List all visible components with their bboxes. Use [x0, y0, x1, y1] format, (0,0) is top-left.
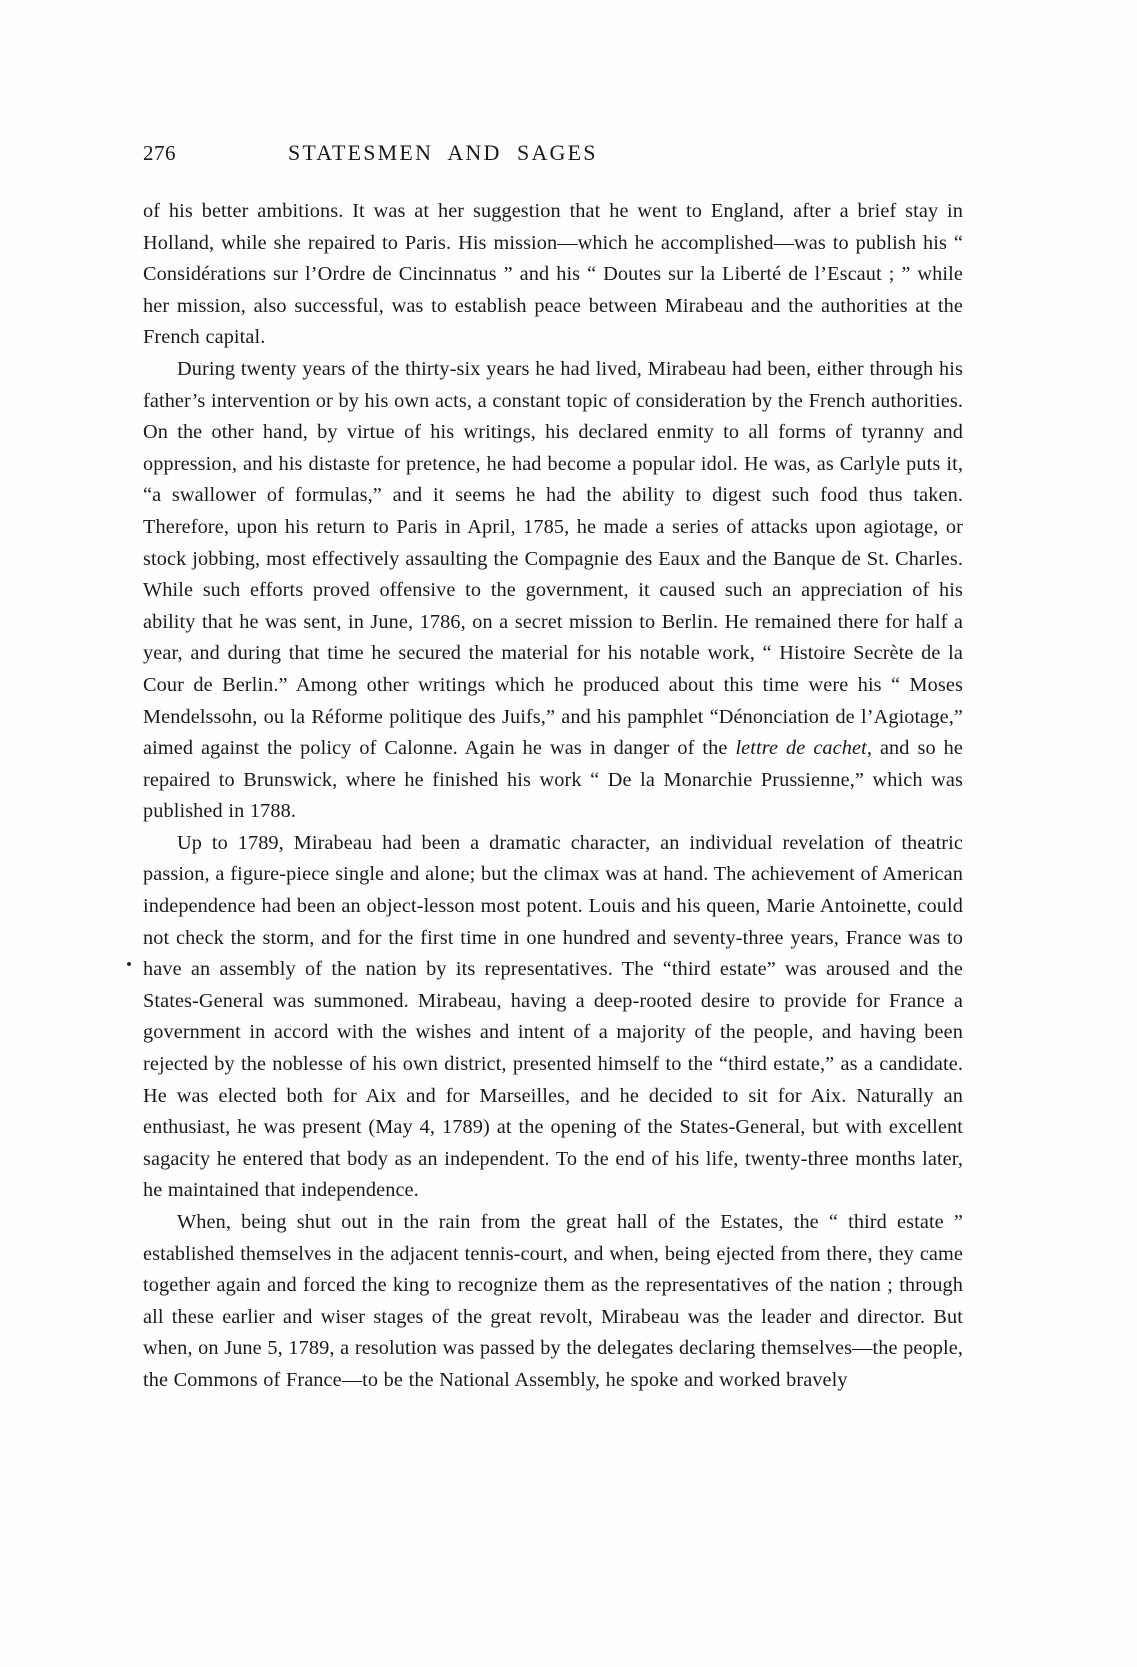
- paragraph-1: of his better ambitions. It was at her suggestion that he went to England, after a brief stay in Holland, while she repaired to Paris. His mission—which he accomplished—was to publish his “ Considérations sur l’Ordre de Cincinnatus ” and his “ Doutes sur la Liberté de l’Escaut ; ” while her mission, also successful, was to establish peace between Mirabeau and the authorities at the French capital.: [143, 200, 963, 349]
- running-head: [143, 140, 963, 174]
- paragraph-3: Up to 1789, Mirabeau had been a dramatic character, an individual revelation of theatric passion, a figure-piece single and alone; but the climax was at hand. The achievement of American independence had been an object-lesson most potent. Louis and his queen, Marie Antoinette, could not check the storm, and for the first time in one hundred and seventy-three years, France was to have an assembly of the nation by its representatives. The “third estate” was aroused and the States-General was summoned. Mirabeau, having a deep-rooted desire to provide for France a government in accord with the wishes and intent of a majority of the people, and having been rejected by the noblesse of his own district, presented himself to the “third estate,” as a candidate. He was elected both for Aix and for Marseilles, and he decided to sit for Aix. Naturally an enthusiast, he was present (May 4, 1789) at the opening of the States-General, but with excellent sagacity he entered that body as an independent. To the end of his life, twenty-three months later, he maintained that independence.: [143, 831, 963, 1202]
- paragraph-4: When, being shut out in the rain from the great hall of the Estates, the “ third estate ” established themselves in the adjacent tennis-court, and when, being ejected from there, they came together again and forced the king to recognize them as the representatives of the nation ; through all these earlier and wiser stages of the great revolt, Mirabeau was the leader and director. But when, on June 5, 1789, a resolution was passed by the delegates declaring themselves—the people, the Commons of France—to be the National Assembly, he spoke and worked bravely: [143, 1211, 963, 1391]
- running-head-title: STATESMEN AND SAGES: [288, 140, 598, 165]
- page-content: [143, 140, 963, 1397]
- margin-mark: [127, 962, 131, 966]
- paragraph-2: During twenty years of the thirty-six years he had lived, Mirabeau had been, either through his father’s intervention or by his own acts, a constant topic of consideration by the French authorities. On the other hand, by virtue of his writings, his declared enmity to all forms of tyranny and oppression, and his distaste for pretence, he had become a popular idol. He was, as Carlyle puts it, “a swallower of formulas,” and it seems he had the ability to digest such food thus taken. Therefore, upon his return to Paris in April, 1785, he made a series of attacks upon agiotage, or stock jobbing, most effectively assaulting the Compagnie des Eaux and the Banque de St. Charles. While such efforts proved offensive to the government, it caused such an appreciation of his ability that he was sent, in June, 1786, on a secret mission to Berlin. He remained there for half a year, and during that time he secured the material for his notable work, “ Histoire Secrète de la Cour de Berlin.” Among other writings which he produced about this time were his “ Moses Mendelssohn, ou la Réforme politique des Juifs,” and his pamphlet “Dénonciation de l’Agiotage,” aimed against the policy of Calonne. Again he was in danger of the lettre de cachet, and so he repaired to Brunswick, where he finished his work “ De la Monarchie Prussienne,” which was published in 1788.: [143, 357, 964, 823]
- page-number: 276: [143, 141, 176, 165]
- italic-phrase: lettre de cachet: [735, 737, 867, 760]
